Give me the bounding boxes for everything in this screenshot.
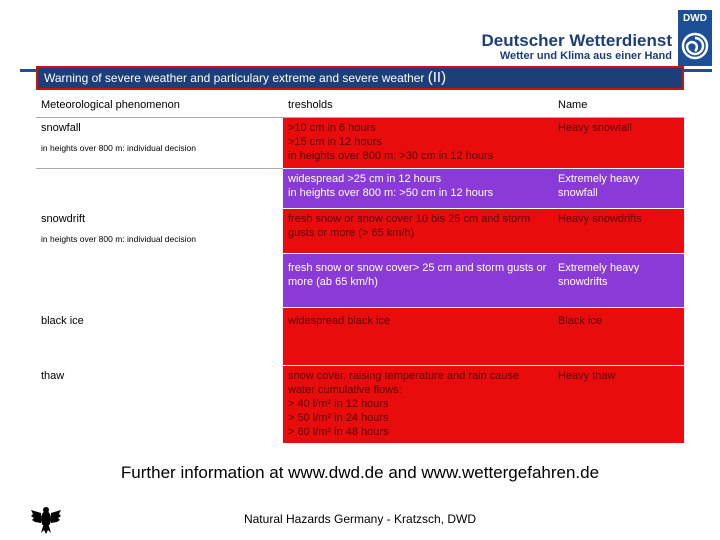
- logo-abbr: DWD: [683, 13, 707, 24]
- threshold-line: snow cover, raising temperature and rain cause water cumulative flows:: [288, 370, 520, 396]
- threshold-line: widespread >25 cm in 12 hours: [288, 173, 442, 185]
- warning-name: Heavy snowfall: [553, 118, 684, 168]
- spiral-icon: [681, 32, 709, 60]
- title-main: Warning of severe weather and particulary extreme and severe weather: [44, 71, 428, 85]
- header-thresholds: tresholds: [283, 90, 553, 118]
- threshold-line: in heights over 800 m: >50 cm in 12 hours: [288, 187, 494, 199]
- threshold-line: >15 cm in 12 hours: [288, 136, 382, 148]
- threshold-line: widespread black ice: [288, 315, 391, 327]
- warning-name: Heavy snowdrifts: [553, 208, 684, 253]
- phenomenon: snowfall: [41, 122, 81, 134]
- threshold-line: >10 cm in 6 hours: [288, 122, 376, 134]
- phenomenon: thaw: [36, 365, 283, 443]
- title-suffix: (II): [427, 69, 447, 86]
- phenomenon-note: in heights over 800 m: individual decision: [41, 234, 196, 244]
- threshold-line: fresh snow or snow cover 10 bis 25 cm and storm gusts or more (> 65 km/h): [288, 213, 531, 239]
- phenomenon-note: in heights over 800 m: individual decision: [41, 143, 196, 153]
- phenomenon: snowdrift: [41, 213, 86, 225]
- warning-name: Black ice: [553, 307, 684, 365]
- footer: Natural Hazards Germany - Kratzsch, DWD: [243, 512, 477, 526]
- table-row: [36, 365, 684, 443]
- warning-name: Extremely heavy snowfall: [553, 168, 684, 208]
- table-row: [36, 168, 684, 208]
- phenomenon: black ice: [36, 307, 283, 365]
- warning-name: Heavy thaw: [553, 365, 684, 443]
- logo-tagline: Wetter und Klima aus einer Hand: [499, 50, 672, 62]
- table-row: [36, 253, 684, 307]
- table-row: [36, 208, 684, 253]
- warning-slide: [36, 66, 684, 459]
- logo-name: Deutscher Wetterdienst: [481, 31, 672, 50]
- header-phenomenon: Meteorological phenomenon: [36, 90, 283, 118]
- dwd-logo: [678, 10, 712, 66]
- threshold-line: > 60 l/m² in 48 hours: [288, 426, 389, 438]
- table-row: [36, 118, 684, 168]
- further-information: Further information at www.dwd.de and www.wettergefahren.de: [120, 463, 600, 482]
- warning-table: [36, 90, 684, 443]
- threshold-line: > 50 l/m² in 24 hours: [288, 412, 389, 424]
- threshold-line: > 40 l/m² in 12 hours: [288, 398, 389, 410]
- threshold-line: fresh snow or snow cover> 25 cm and storm gusts or more (ab 65 km/h): [288, 262, 547, 288]
- page-title: [36, 66, 684, 90]
- warning-name: Extremely heavy snowdrifts: [553, 253, 684, 307]
- threshold-line: in heights over 800 m: >30 cm in 12 hours: [288, 150, 494, 162]
- dwd-logo-text: [481, 31, 672, 63]
- header-name: Name: [553, 90, 684, 118]
- table-row: [36, 307, 684, 365]
- table-header: [36, 90, 684, 118]
